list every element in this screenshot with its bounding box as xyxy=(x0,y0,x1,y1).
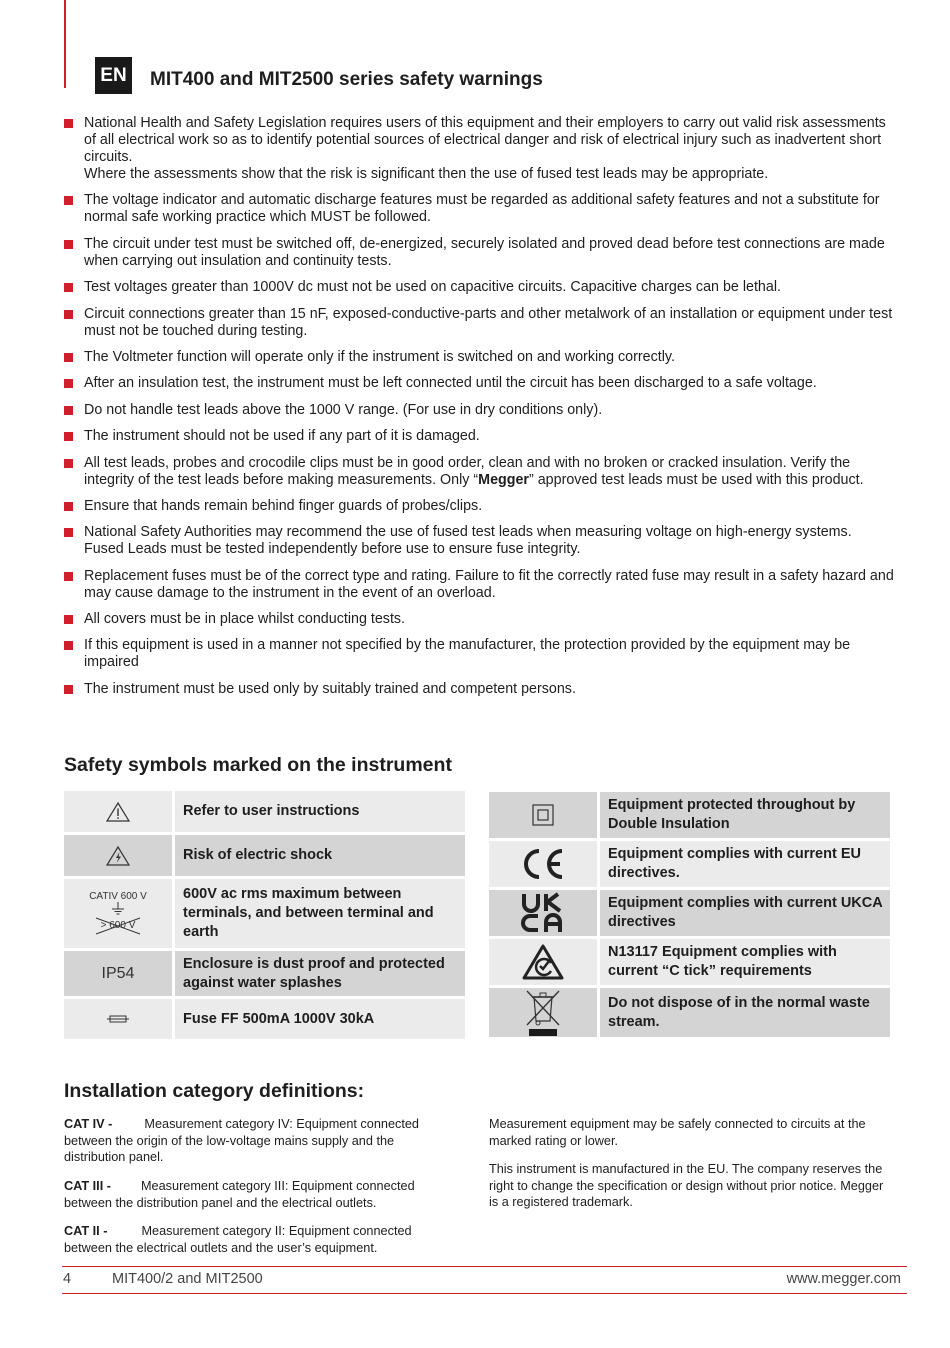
earth-ground-icon xyxy=(111,902,125,916)
symbol-row xyxy=(489,840,890,889)
warning-item: Do not handle test leads above the 1000 V range. (For use in dry conditions only). xyxy=(64,402,894,419)
page-number: 4 xyxy=(63,1271,72,1287)
bullet-icon xyxy=(64,502,73,511)
cat-ii-definition: CAT II - Measurement category II: Equipment connected between the electrical outlets and the user’s equipment. xyxy=(64,1224,412,1255)
warning-item: Replacement fuses must be of the correct type and rating. Failure to fit the correctly rated fuse may result in a safety hazard and may cause damage to the instrument in the event of an overload. xyxy=(64,568,894,602)
symbol-description: Enclosure is dust proof and protected against water splashes xyxy=(174,950,466,998)
warning-item: If this equipment is used in a manner not specified by the manufacturer, the protection provided by the equipment may be impaired xyxy=(64,637,894,671)
symbol-description: Equipment complies with current UKCA directives xyxy=(599,889,891,938)
symbol-row xyxy=(64,790,465,834)
bullet-icon xyxy=(64,310,73,319)
cat-ii-label: CAT II - xyxy=(64,1224,108,1238)
symbol-description: Equipment complies with current EU directives. xyxy=(599,840,891,889)
fuse-icon xyxy=(107,1014,129,1024)
bullet-icon xyxy=(64,283,73,292)
cat-iii-definition: CAT III - Measurement category III: Equipment connected between the distribution panel and the electrical outlets. xyxy=(64,1179,415,1210)
warning-item: All test leads, probes and crocodile clips must be in good order, clean and with no broken or cracked insulation. Verify the integrity of the test leads before making measurements. Only “Megger” approved test leads must be used with this product. xyxy=(64,455,894,489)
symbol-description: 600V ac rms maximum between terminals, and between terminal and earth xyxy=(174,878,466,950)
warning-item: After an insulation test, the instrument must be left connected until the circuit has been discharged to a safe voltage. xyxy=(64,375,894,392)
install-heading: Installation category definitions: xyxy=(64,1080,365,1102)
footer-top-rule xyxy=(62,1266,907,1267)
symbol-description: Equipment protected throughout by Double Insulation xyxy=(599,791,891,840)
warning-item: National Safety Authorities may recommend the use of fused test leads when measuring voltage on high-energy systems. Fused Leads must be tested independently before use to ensure fuse integrity. xyxy=(64,524,894,558)
warning-triangle-icon xyxy=(106,802,130,822)
language-badge: EN xyxy=(95,57,132,94)
cat-iv-definition: CAT IV - Measurement category IV: Equipment connected between the origin of the low-voltage mains supply and the distribution panel. xyxy=(64,1117,419,1164)
warning-item: Circuit connections greater than 15 nF, exposed-conductive-parts and other metalwork of an installation or equipment under test must not be touched during testing. xyxy=(64,306,894,340)
header-accent-line xyxy=(64,0,66,88)
symbol-description: N13117 Equipment complies with current “C tick” requirements xyxy=(599,938,891,987)
symbols-table-left xyxy=(64,788,465,1042)
cat-iii-label: CAT III - xyxy=(64,1179,111,1193)
warning-item: National Health and Safety Legislation requires users of this equipment and their employers to carry out valid risk assessments of all electrical work so as to identify potential sources of electrical danger and risk of electrical injury such as inadvertent short circuits. Where the assessments show that the risk is significant then the use of fused test leads may be appropriate. xyxy=(64,115,894,183)
bullet-icon xyxy=(64,406,73,415)
rating-note: Measurement equipment may be safely connected to circuits at the marked rating or lower. xyxy=(489,1117,866,1148)
warning-item: All covers must be in place whilst conducting tests. xyxy=(64,611,894,628)
symbol-row xyxy=(489,791,890,840)
symbol-row xyxy=(489,938,890,987)
bullet-icon xyxy=(64,459,73,468)
weee-bin-icon xyxy=(525,989,561,1037)
footer-url[interactable]: www.megger.com xyxy=(786,1271,901,1287)
bullet-icon xyxy=(64,685,73,694)
warning-item: Ensure that hands remain behind finger guards of probes/clips. xyxy=(64,498,894,515)
page-title: MIT400 and MIT2500 series safety warnings xyxy=(150,69,543,90)
bullet-icon xyxy=(64,196,73,205)
ukca-mark-icon xyxy=(521,892,565,934)
cat-iv-rating-label: CATIV 600 V xyxy=(89,891,147,902)
warning-item: The circuit under test must be switched off, de-energized, securely isolated and proved dead before test connections are made when carrying out insulation and continuity tests. xyxy=(64,236,894,270)
symbol-row xyxy=(64,834,465,878)
bullet-icon xyxy=(64,240,73,249)
symbol-row xyxy=(64,878,465,950)
warning-item: The Voltmeter function will operate only if the instrument is switched on and working correctly. xyxy=(64,349,894,366)
symbol-row xyxy=(489,889,890,938)
footer-doc-title: MIT400/2 and MIT2500 xyxy=(112,1271,263,1287)
double-insulation-icon xyxy=(532,804,554,826)
symbols-heading: Safety symbols marked on the instrument xyxy=(64,754,452,776)
over-voltage-crossed-icon: > 600 V xyxy=(94,916,142,936)
ce-mark-icon xyxy=(520,847,566,881)
symbol-description: Fuse FF 500mA 1000V 30kA xyxy=(174,998,466,1041)
symbols-table-right xyxy=(489,789,890,1040)
symbol-row xyxy=(64,998,465,1041)
symbol-description: Risk of electric shock xyxy=(174,834,466,878)
warning-item: Test voltages greater than 1000V dc must not be used on capacitive circuits. Capacitive charges can be lethal. xyxy=(64,279,894,296)
symbol-row xyxy=(489,987,890,1039)
footer-bottom-rule xyxy=(62,1293,907,1294)
bullet-icon xyxy=(64,379,73,388)
ip54-label: IP54 xyxy=(64,950,174,998)
bullet-icon xyxy=(64,641,73,650)
cat-iv-label: CAT IV - xyxy=(64,1117,113,1131)
bullet-icon xyxy=(64,119,73,128)
manufacturer-note: This instrument is manufactured in the EU. The company reserves the right to change the specification or design without prior notice. Megger is a registered trademark. xyxy=(489,1162,884,1209)
bullet-icon xyxy=(64,528,73,537)
warning-item: The instrument must be used only by suitably trained and competent persons. xyxy=(64,681,894,698)
warnings-list xyxy=(64,115,894,707)
bullet-icon xyxy=(64,572,73,581)
symbol-row xyxy=(64,950,465,998)
bullet-icon xyxy=(64,615,73,624)
symbol-description: Refer to user instructions xyxy=(174,790,466,834)
electric-shock-icon xyxy=(106,846,130,866)
symbol-description: Do not dispose of in the normal waste stream. xyxy=(599,987,891,1039)
bullet-icon xyxy=(64,353,73,362)
warning-item: The voltage indicator and automatic discharge features must be regarded as additional safety features and not a substitute for normal safe working practice which MUST be followed. xyxy=(64,192,894,226)
bullet-icon xyxy=(64,432,73,441)
warning-item: The instrument should not be used if any part of it is damaged. xyxy=(64,428,894,445)
rcm-mark-icon xyxy=(522,944,564,980)
